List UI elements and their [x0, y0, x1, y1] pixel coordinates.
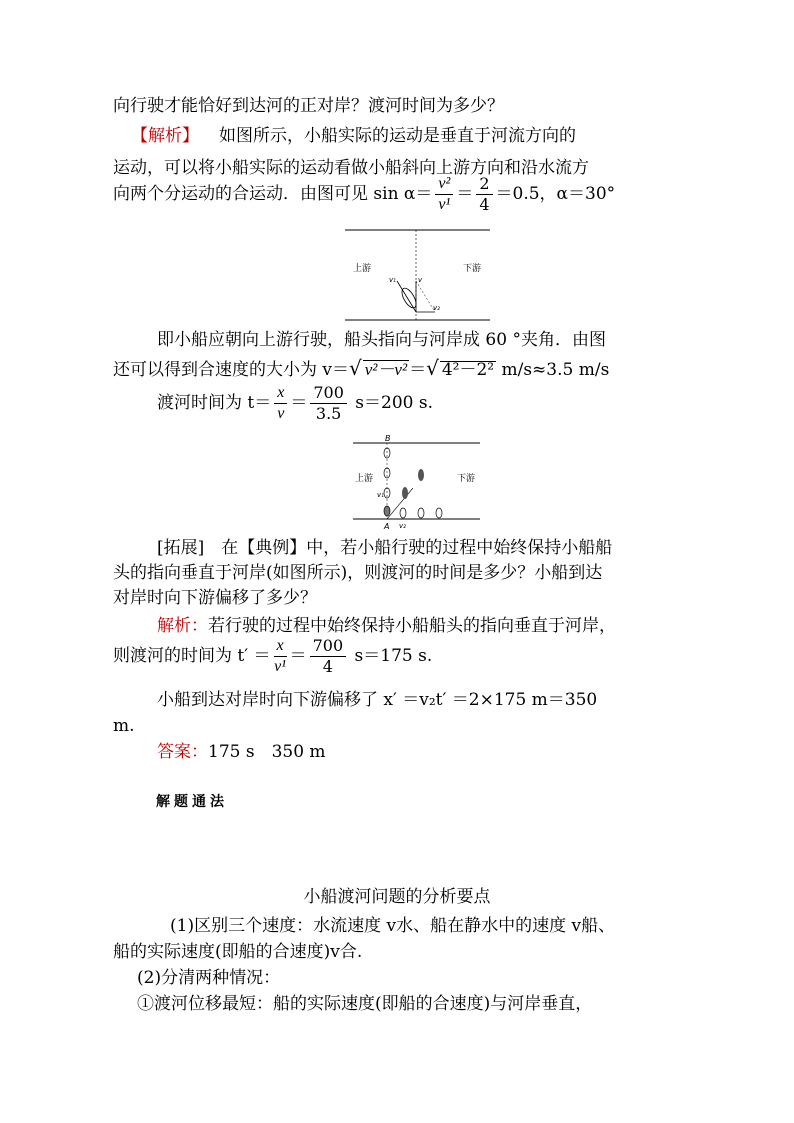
analysis-2-line: [157, 618, 616, 635]
velocity-diagram-1: [345, 226, 490, 324]
upstream-label: 上游: [355, 474, 374, 484]
expansion-line-2: 头的指向垂直于河岸(如图所示)，则渡河的时间是多少？小船到达: [113, 563, 603, 583]
fraction-x-v: $\frac{x}{v}$: [274, 385, 287, 422]
point-2: (2)分清两种情况：: [137, 968, 281, 988]
section-title: 小船渡河问题的分析要点: [303, 887, 491, 907]
line-6-post: m/s≈3.5 m/s: [496, 360, 610, 380]
analysis-2-text: 若行驶的过程中始终保持小船船头的指向垂直于河岸，: [208, 616, 616, 636]
point-1: (1)区别三个速度：水流速度 v水、船在静水中的速度 v船、: [170, 916, 616, 936]
analysis-label: 【解析】: [131, 126, 199, 146]
v1-label: v₁: [377, 491, 384, 499]
v2-label: v₂: [433, 304, 440, 312]
fraction-2-4: $\frac{2}{4}$: [476, 176, 492, 213]
expansion-line-3: 对岸时向下游偏移了多少？: [113, 588, 317, 608]
v-label: v: [418, 276, 423, 284]
boat-icon: [384, 506, 390, 516]
fraction-700-3-5: $\frac{700}{3.5}$: [310, 385, 347, 422]
point-2-sub-1: ①渡河位移最短：船的实际速度(即船的合速度)与河岸垂直，: [137, 994, 593, 1014]
line-6: 还可以得到合速度的大小为 v＝√ v²－v² ＝√ 4²－2² m/s≈3.5 m/s: [113, 356, 610, 380]
boat-icon: [402, 487, 408, 499]
ghost-boat-icon: [400, 508, 406, 518]
fraction-x-v1: $\frac{x}{\text{v¹}}$: [274, 637, 286, 675]
boat-icon: [418, 469, 424, 481]
answer-text: 175 s 350 m: [208, 742, 326, 762]
point-a-label: A: [384, 522, 390, 531]
line-6-pre: 还可以得到合速度的大小为 v＝: [113, 360, 350, 380]
ghost-boat-icon: [436, 508, 442, 518]
downstream-label: 下游: [463, 264, 482, 274]
point-b-label: B: [385, 434, 391, 443]
line-5: 即小船应朝向上游行驶，船头指向与河岸成 60 °夹角．由图: [157, 330, 606, 350]
upstream-label: 上游: [353, 264, 372, 274]
analysis-text: 如图所示，小船实际的运动是垂直于河流方向的: [219, 126, 576, 146]
line-1: 向行驶才能恰好到达河的正对岸？渡河时间为多少？: [113, 96, 504, 116]
point-1-cont: 船的实际速度(即船的合速度)v合.: [113, 942, 363, 962]
analysis-2-label: 解析：: [157, 616, 208, 636]
v1-label: v₁: [389, 276, 396, 284]
line-3: 运动，可以将小船实际的运动看做小船斜向上游方向和沿水流方: [113, 158, 589, 178]
sqrt-expr-1: v²－v²: [364, 360, 408, 379]
line-7-post: s＝200 s.: [349, 393, 434, 413]
fraction-700-4: $\frac{700}{4}$: [310, 638, 347, 675]
method-heading: 解题通法: [156, 794, 228, 810]
line-12-pre: 则渡河的时间为 t′ ＝: [113, 646, 271, 666]
line-14: m.: [113, 716, 135, 736]
analysis-line: [131, 128, 576, 145]
line-12: 则渡河的时间为 t′ ＝ $\frac{x}{\text{v¹}}$ ＝ $\frac{700}{4}$ s＝175 s.: [113, 636, 433, 676]
velocity-diagram-2: [353, 433, 483, 531]
line-4-post: ＝0.5，α＝30°: [495, 184, 616, 204]
line-12-post: s＝175 s.: [349, 646, 433, 666]
ghost-boat-icon: [418, 508, 424, 518]
line-4-pre: 向两个分运动的合运动．由图可见 sin α＝: [113, 184, 433, 204]
line-7: 渡河时间为 t＝ $\frac{x}{v}$ ＝ $\frac{700}{3.5}$ s＝200 s.: [157, 383, 434, 423]
answer-line: [157, 744, 326, 761]
line-4: 向两个分运动的合运动．由图可见 sin α＝ $\frac{\text{v²}}{\text{v¹}}$ ＝ $\frac{2}{4}$ ＝0.5，α＝30°: [113, 174, 616, 214]
expansion-line-1: [拓展] 在【典例】中，若小船行驶的过程中始终保持小船船: [157, 538, 613, 558]
answer-label: 答案：: [157, 742, 208, 762]
fraction-v2-v1: $\frac{\text{v²}}{\text{v¹}}$: [435, 176, 453, 213]
downstream-label: 下游: [457, 474, 476, 484]
line-7-pre: 渡河时间为 t＝: [157, 393, 272, 413]
v2-label: v₂: [399, 522, 406, 530]
line-13: 小船到达对岸时向下游偏移了 x′ ＝v₂t′ ＝2×175 m＝350: [157, 690, 598, 710]
sqrt-expr-2: 4²－2²: [441, 360, 495, 380]
